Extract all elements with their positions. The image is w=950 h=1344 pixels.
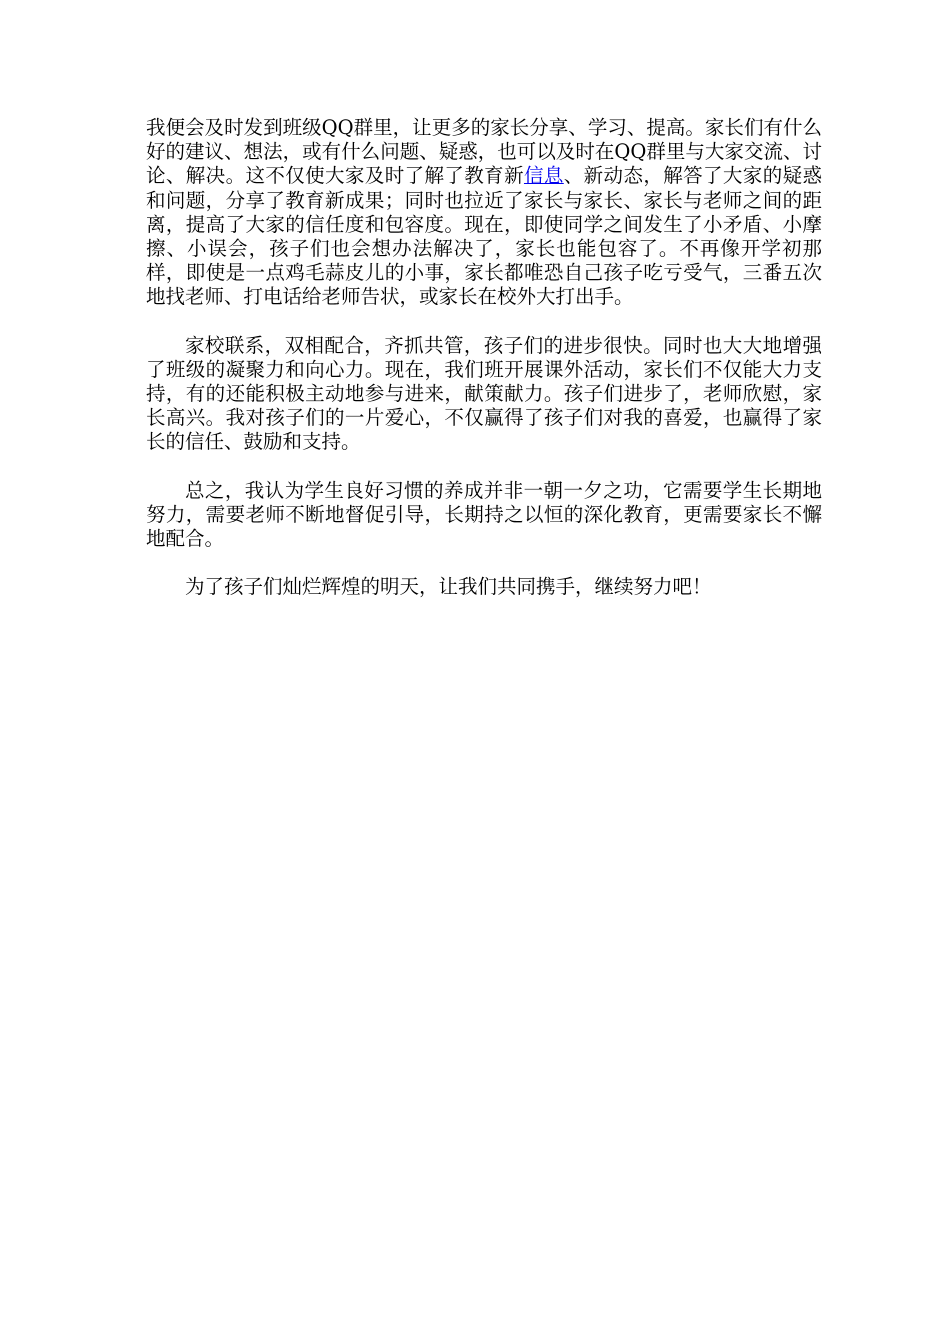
- paragraph-parent-communication: [146, 116, 822, 310]
- paragraph-text: 我便会及时发到班级QQ群里，让更多的家长分享、学习、提高。家长们有什么好的建议、想法，或有什么问题、疑惑，也可以及时在QQ群里与大家交流、讨论、解决。这不仅使大家及时了解了教育新: [146, 116, 822, 188]
- paragraph-home-school-cooperation: 家校联系，双相配合，齐抓共管，孩子们的进步很快。同时也大大地增强了班级的凝聚力和向心力。现在，我们班开展课外活动，家长们不仅能大力支持，有的还能积极主动地参与进来，献策献力。孩子们进步了，老师欣慰，家长高兴。我对孩子们的一片爱心，不仅赢得了孩子们对我的喜爱，也赢得了家长的信任、鼓励和支持。: [146, 333, 822, 454]
- info-link[interactable]: 信息: [523, 164, 564, 188]
- paragraph-closing: 为了孩子们灿烂辉煌的明天，让我们共同携手，继续努力吧！: [185, 575, 712, 599]
- paragraph-conclusion: 总之，我认为学生良好习惯的养成并非一朝一夕之功，它需要学生长期地努力，需要老师不断地督促引导，长期持之以恒的深化教育，更需要家长不懈地配合。: [146, 478, 822, 551]
- paragraph-text: 、新动态，解答了大家的疑惑和问题，分享了教育新成果；同时也拉近了家长与家长、家长与老师之间的距离，提高了大家的信任度和包容度。现在，即使同学之间发生了小矛盾、小摩擦、小误会，孩子们也会想办法解决了，家长也能包容了。不再像开学初那样，即使是一点鸡毛蒜皮儿的小事，家长都唯恐自己孩子吃亏受气，三番五次地找老师、打电话给老师告状，或家长在校外大打出手。: [146, 164, 822, 309]
- document-body: [146, 116, 822, 623]
